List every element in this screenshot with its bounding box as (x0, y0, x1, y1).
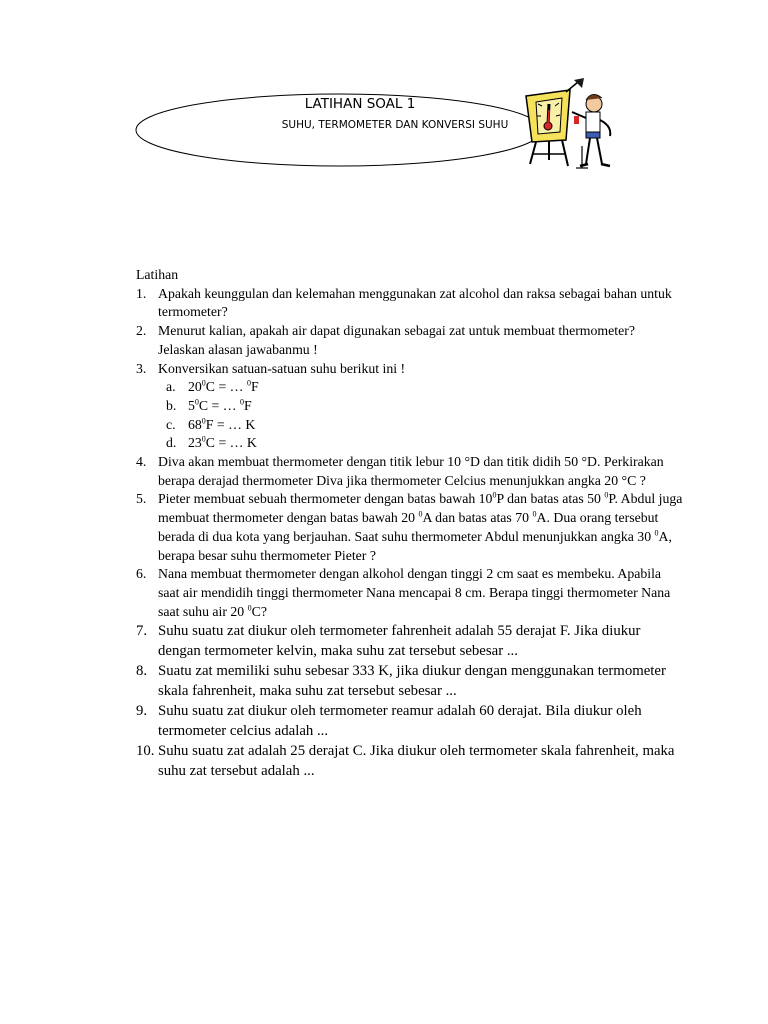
question-number: 1. (136, 285, 147, 301)
question-number: 2. (136, 323, 147, 339)
degree-mark: 0 (201, 416, 206, 426)
question-text: A. Dua orang tersebut berada di dua kota yang berjauhan. Saat suhu thermometer Abdul menunjukkan angka 30 (158, 510, 659, 544)
question-list (136, 285, 684, 782)
sub-value: 5 (188, 397, 195, 413)
sub-target: F (250, 379, 259, 395)
degree-mark: 0 (201, 434, 206, 444)
question-number: 8. (136, 663, 148, 680)
question-text: Suatu zat memiliki suhu sebesar 333 K, jika diukur dengan menggunakan termometer skala fahrenheit, maka suhu zat tersebut sebesar ... (158, 663, 666, 699)
sub-unit: F = … K (205, 416, 256, 432)
sub-value: 68 (188, 416, 202, 432)
question-text: P dan batas atas 50 (496, 491, 605, 507)
sub-target: F (244, 397, 252, 413)
question-text: A, berapa besar suhu thermometer Pieter ? (158, 528, 672, 563)
degree-mark: 0 (201, 378, 206, 388)
question-text: Nana membuat thermometer dengan alkohol dengan tinggi 2 cm saat es membeku. Apabila saat air mendidih tinggi thermometer Nana mencapai 8 cm. Berapa tinggi thermometer Nana saat suhu air 20 (158, 566, 671, 619)
list-item (136, 360, 684, 454)
degree-mark: 0 (604, 490, 609, 500)
page-title: LATIHAN SOAL 1 (304, 96, 416, 112)
degree-mark: 0 (418, 509, 423, 519)
question-text: Suhu suatu zat diukur oleh termometer reamur adalah 60 derajat. Bila diukur oleh termometer celcius adalah ... (158, 703, 642, 739)
list-item (136, 322, 684, 359)
question-number: 3. (136, 360, 147, 376)
question-text: C? (251, 603, 267, 619)
question-number: 9. (136, 703, 148, 720)
question-text: Diva akan membuat thermometer dengan titik lebur 10 °D dan titik didih 50 °D. Perkirakan berapa derajad thermometer Diva jika thermometer Celcius menunjukkan angka 20 °C ? (158, 454, 664, 488)
question-number: 5. (136, 491, 147, 507)
question-number: 10. (136, 743, 155, 760)
question-number: 7. (136, 623, 148, 640)
list-item (136, 742, 684, 781)
list-item (136, 662, 684, 701)
degree-mark: 0 (240, 397, 245, 407)
exercise-content (136, 266, 684, 781)
question-text: Menurut kalian, apakah air dapat digunakan sebagai zat untuk membuat thermometer? Jelaskan alasan jawabanmu ! (158, 323, 635, 357)
sub-item (158, 416, 684, 435)
question-text: Apakah keunggulan dan kelemahan menggunakan zat alcohol dan raksa sebagai bahan untuk termometer? (158, 285, 672, 320)
question-number: 4. (136, 454, 147, 470)
degree-mark: 0 (492, 490, 497, 500)
list-item (136, 285, 684, 322)
sub-unit: C = … (198, 397, 241, 413)
list-item (136, 702, 684, 741)
section-heading: Latihan (136, 267, 179, 282)
sub-label: c. (166, 416, 176, 432)
degree-mark: 0 (246, 378, 251, 388)
question-text: P. Abdul juga membuat thermometer dengan batas bawah 20 (158, 491, 683, 526)
list-item (136, 622, 684, 661)
question-text: Suhu suatu zat diukur oleh termometer fahrenheit adalah 55 derajat F. Jika diukur dengan termometer kelvin, maka suhu zat tersebut sebesar ... (158, 623, 641, 659)
sub-label: a. (166, 379, 176, 395)
question-text: Pieter membuat sebuah thermometer dengan batas bawah 10 (158, 491, 493, 507)
document-header (0, 0, 768, 200)
page-subtitle: SUHU, TERMOMETER DAN KONVERSI SUHU (281, 119, 509, 131)
scientist-with-thermometer-icon (522, 76, 620, 174)
question-text: Konversikan satuan-satuan suhu berikut ini ! (158, 360, 406, 376)
degree-mark: 0 (194, 397, 199, 407)
sub-item (158, 434, 684, 453)
degree-mark: 0 (532, 509, 537, 519)
sub-unit: C = … K (205, 435, 257, 451)
sub-item (158, 378, 684, 397)
list-item (136, 565, 684, 621)
question-text: Suhu suatu zat adalah 25 derajat C. Jika diukur oleh termometer skala fahrenheit, maka suhu zat tersebut adalah ... (158, 743, 675, 779)
sub-value: 20 (188, 379, 202, 395)
sub-label: d. (166, 435, 177, 451)
sub-unit: C = … (205, 379, 247, 395)
degree-mark: 0 (247, 603, 252, 613)
conversion-list (158, 378, 684, 453)
sub-item (158, 397, 684, 416)
list-item (136, 453, 684, 490)
list-item (136, 490, 684, 565)
degree-mark: 0 (654, 528, 659, 538)
sub-label: b. (166, 397, 177, 413)
question-text: A dan batas atas 70 (422, 510, 533, 526)
question-number: 6. (136, 566, 147, 582)
sub-value: 23 (188, 435, 202, 451)
